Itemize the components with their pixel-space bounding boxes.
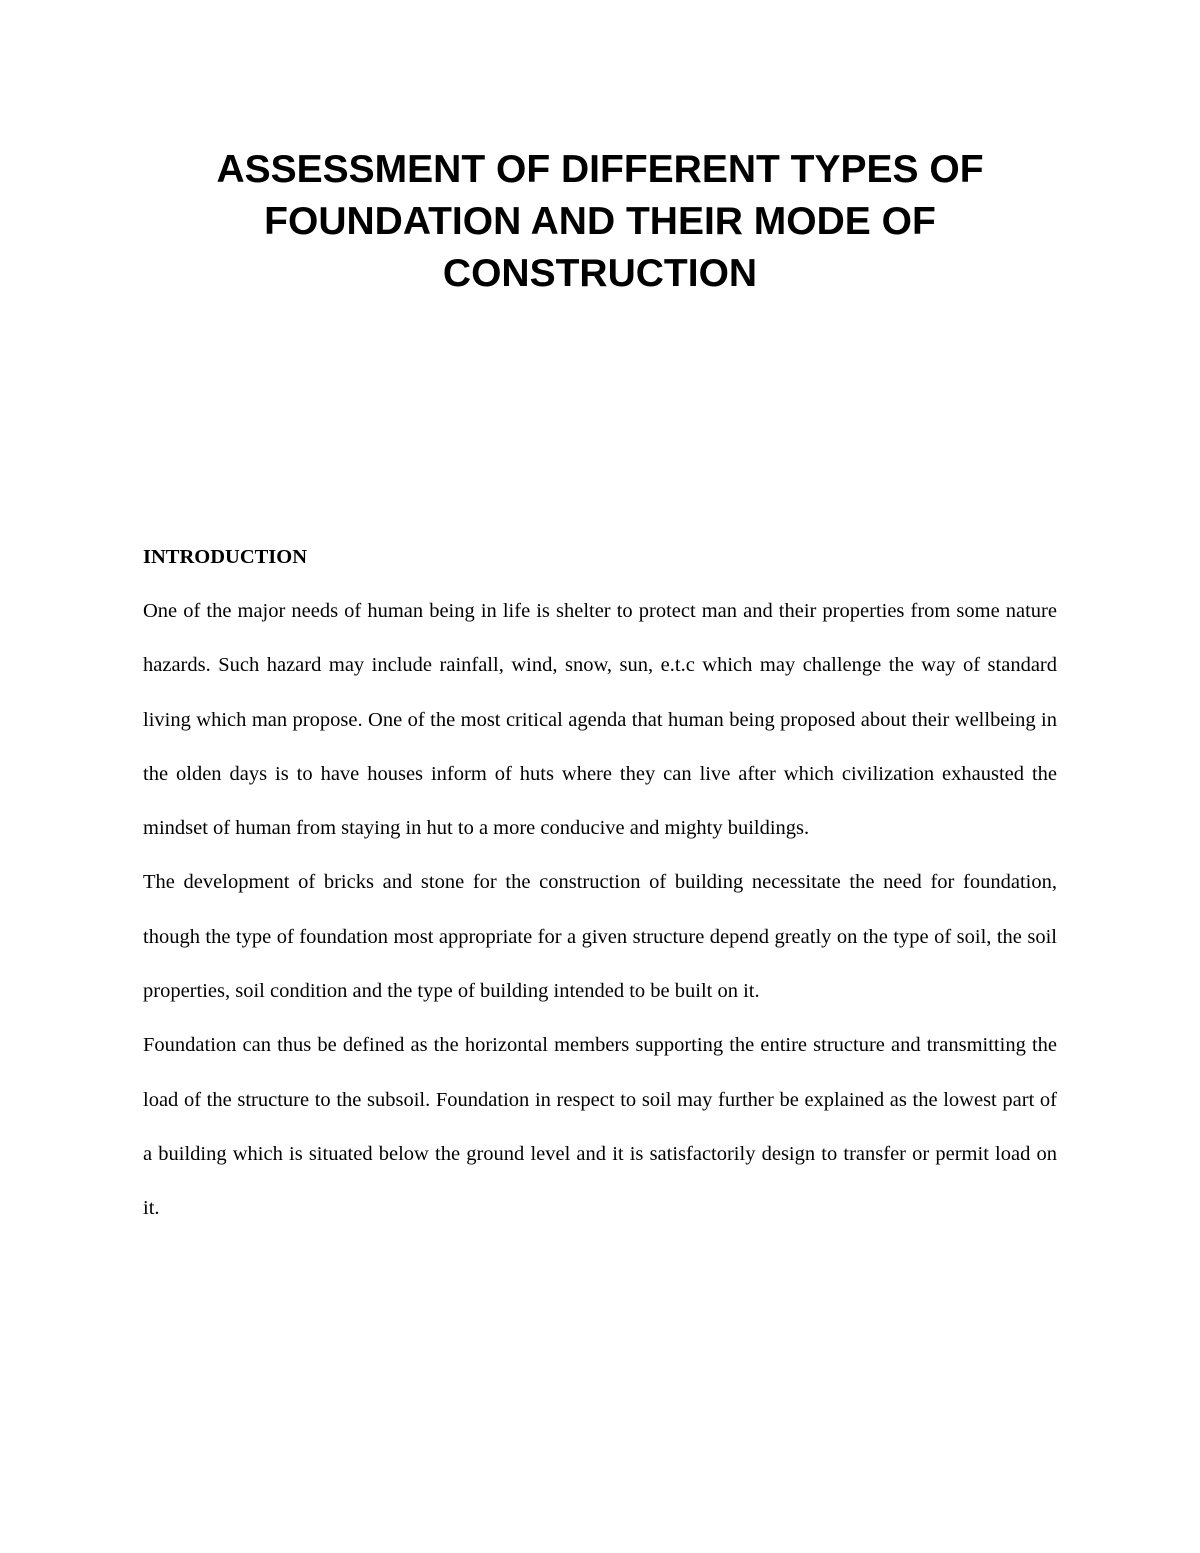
document-body bbox=[143, 530, 1057, 1236]
title-line-2: FOUNDATION AND THEIR MODE OF bbox=[264, 200, 936, 243]
section-heading: INTRODUCTION bbox=[143, 546, 308, 568]
paragraph-2: The development of bricks and stone for the construction of building necessitate the need for foundation, though the type of foundation most appropriate for a given structure depend greatly on the type of soil, the soil properties, soil condition and the type of building intended to be built on it. bbox=[143, 871, 1057, 1003]
title-line-3: CONSTRUCTION bbox=[442, 252, 758, 295]
title-line-1: ASSESSMENT OF DIFFERENT TYPES OF bbox=[216, 148, 984, 191]
document-title bbox=[120, 144, 1080, 300]
paragraph-3: Foundation can thus be defined as the horizontal members supporting the entire structure and transmitting the load of the structure to the subsoil. Foundation in respect to soil may further be explained as the lowest part of a building which is situated below the ground level and it is satisfactorily design to transfer or permit load on it. bbox=[143, 1034, 1057, 1220]
paragraph-1: One of the major needs of human being in life is shelter to protect man and their properties from some nature hazards. Such hazard may include rainfall, wind, snow, sun, e.t.c which may challenge the way of standard living which man propose. One of the most critical agenda that human being proposed about their wellbeing in the olden days is to have houses inform of huts where they can live after which civilization exhausted the mindset of human from staying in hut to a more conducive and mighty buildings. bbox=[143, 600, 1057, 840]
